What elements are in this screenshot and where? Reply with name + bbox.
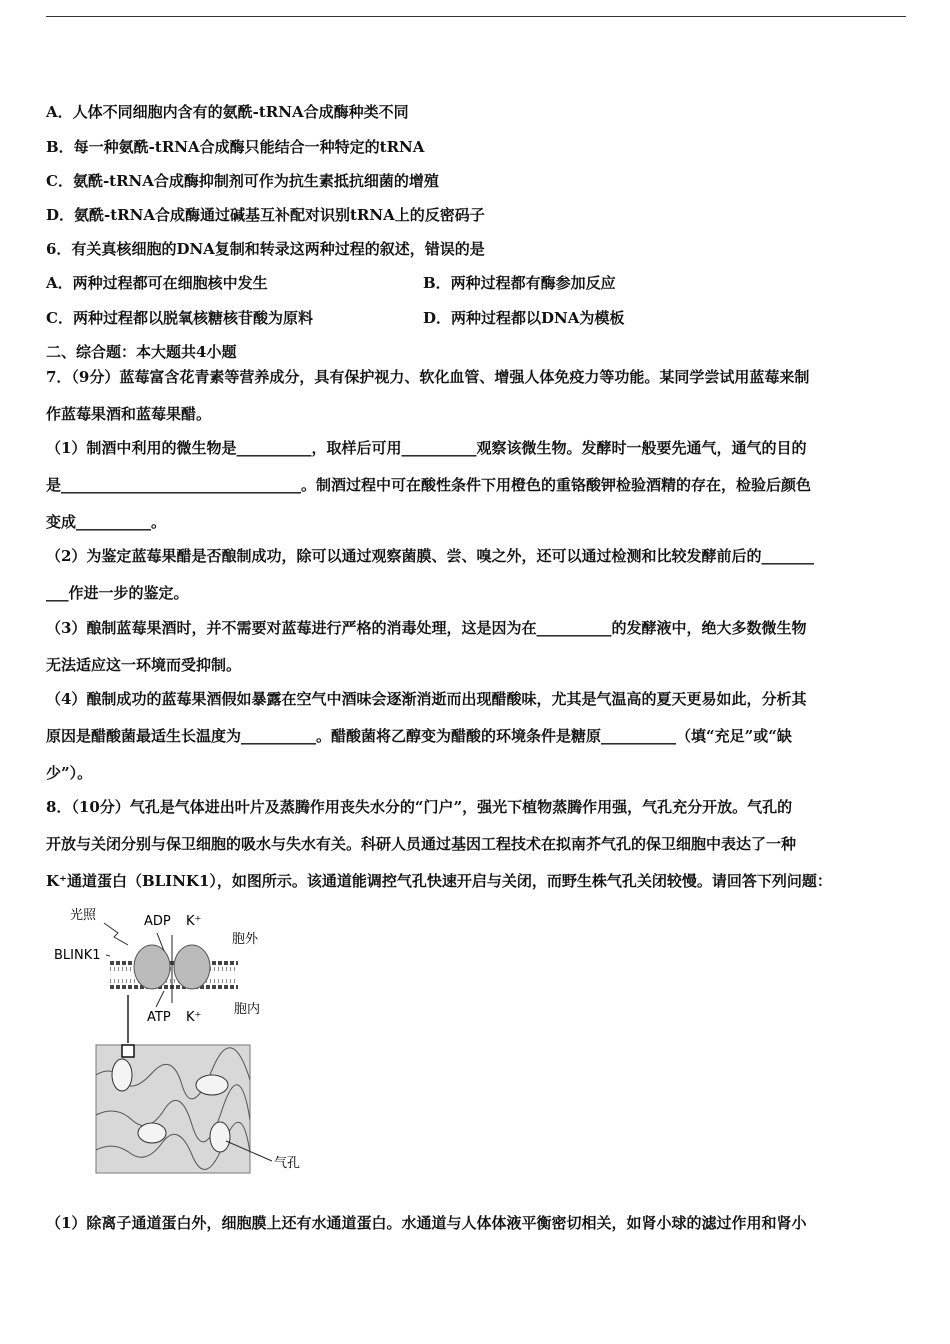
q7-line-2: 作蓝莓果酒和蓝莓果醋。	[46, 405, 212, 423]
label-blink1: BLINK1	[54, 948, 101, 963]
q6-options-row-2	[46, 308, 625, 328]
stoma-1	[112, 1059, 132, 1091]
q6-options-row-1	[46, 273, 616, 293]
channel-protein-right	[174, 945, 210, 989]
label-stoma: 气孔	[274, 1156, 301, 1171]
q8-1-line-1: （1）除离子通道蛋白外，细胞膜上还有水通道蛋白。水通道与人体体液平衡密切相关，如肾小球的滤过作用和肾小	[46, 1214, 807, 1232]
stoma-4	[210, 1122, 230, 1152]
magnified-region-box	[122, 1045, 134, 1057]
q6-option-c: C．两种过程都以脱氧核糖核苷酸为原料	[46, 309, 313, 327]
lipid-bilayer	[110, 955, 238, 995]
stoma-3	[138, 1123, 166, 1143]
q7-3-line-1: （3）酿制蓝莓果酒时，并不需要对蓝莓进行严格的消毒处理，这是因为在__________的发酵液中，绝大多数微生物	[46, 619, 807, 637]
q7-line-1: 7．（9分）蓝莓富含花青素等营养成分，具有保护视力、软化血管、增强人体免疫力等功能。某同学尝试用蓝莓来制	[46, 368, 810, 386]
q7-4-line-3: 少”）。	[46, 764, 93, 782]
q7-4-line-2: 原因是醋酸菌最适生长温度为__________。醋酸菌将乙醇变为醋酸的环境条件是糖原__________（填“充足”或“缺	[46, 727, 792, 745]
label-k-top: K⁺	[186, 914, 202, 929]
question-6: 6．有关真核细胞的DNA复制和转录这两种过程的叙述，错误的是	[46, 240, 485, 258]
option-d-line: D．氨酰-tRNA合成酶通过碱基互补配对识别tRNA上的反密码子	[46, 206, 485, 224]
q8-line-1: 8．（10分）气孔是气体进出叶片及蒸腾作用丧失水分的“门户”，强光下植物蒸腾作用强，气孔充分开放。气孔的	[46, 798, 793, 816]
stoma-2	[196, 1075, 228, 1095]
q6-option-d: D．两种过程都以DNA为模板	[423, 309, 625, 327]
label-k-bottom: K⁺	[186, 1010, 202, 1025]
option-b-line: B．每一种氨酰-tRNA合成酶只能结合一种特定的tRNA	[46, 138, 425, 156]
q8-line-3: K⁺通道蛋白（BLINK1），如图所示。该通道能调控气孔快速开启与关闭，而野生株气孔关闭较慢。请回答下列问题：	[46, 872, 832, 890]
label-inside: 胞内	[234, 1002, 261, 1017]
label-light: 光照	[70, 908, 97, 923]
label-adp: ADP	[144, 914, 171, 929]
label-atp: ATP	[147, 1010, 171, 1025]
q7-3-line-2: 无法适应这一环境而受抑制。	[46, 656, 242, 674]
section-2-heading: 二、综合题：本大题共4小题	[46, 343, 237, 361]
header-rule	[46, 16, 906, 17]
light-arrow	[104, 923, 128, 945]
channel-protein-left	[134, 945, 170, 989]
q6-option-a: A．两种过程都可在细胞核中发生	[46, 274, 268, 292]
q7-2-line-2: ___作进一步的鉴定。	[46, 584, 189, 602]
q7-2-line-1: （2）为鉴定蓝莓果醋是否酿制成功，除可以通过观察菌膜、尝、嗅之外，还可以通过检测和比较发酵前后的_______	[46, 547, 814, 565]
q8-line-2: 开放与关闭分别与保卫细胞的吸水与失水有关。科研人员通过基因工程技术在拟南芥气孔的保卫细胞中表达了一种	[46, 835, 797, 853]
q7-1-line-2: 是________________________________。制酒过程中可在酸性条件下用橙色的重铬酸钾检验酒精的存在，检验后颜色	[46, 476, 812, 494]
q6-option-b: B．两种过程都有酶参加反应	[423, 274, 616, 292]
q7-4-line-1: （4）酿制成功的蓝莓果酒假如暴露在空气中酒味会逐渐消逝而出现醋酸味，尤其是气温高的夏天更易如此，分析其	[46, 690, 807, 708]
option-c-line: C．氨酰-tRNA合成酶抑制剂可作为抗生素抵抗细菌的增殖	[46, 172, 439, 190]
q7-1-line-3: 变成__________。	[46, 513, 167, 531]
blink1-channel-figure	[52, 905, 301, 1180]
option-a-line: A．人体不同细胞内含有的氨酰-tRNA合成酶种类不同	[46, 103, 409, 121]
q7-1-line-1: （1）制酒中利用的微生物是__________，取样后可用__________观察该微生物。发酵时一般要先通气，通气的目的	[46, 439, 807, 457]
label-outside: 胞外	[232, 932, 259, 947]
